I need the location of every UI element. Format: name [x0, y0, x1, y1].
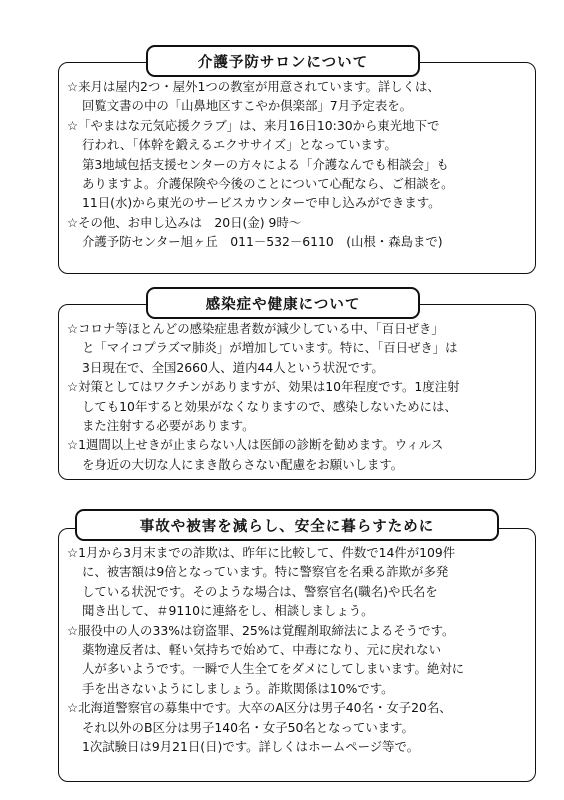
section-body-safety	[58, 528, 536, 782]
item-line: に、被害額は9倍となっています。特に警察官を名乗る詐欺が多発	[82, 564, 449, 580]
item-line: ☆1週間以上せきが止まらない人は医師の診断を勧めます。ウィルス	[67, 437, 444, 453]
list-item	[67, 543, 527, 621]
section-body-infection-health	[58, 304, 536, 480]
section-body-care-prevention	[58, 62, 536, 274]
item-line: それ以外のB区分は男子140名・女子50名となっています。	[82, 719, 414, 735]
list-item	[67, 435, 527, 474]
list-item	[67, 698, 527, 756]
list-item	[67, 621, 527, 699]
list-item	[67, 213, 527, 252]
item-line: ☆コロナ等ほとんどの感染症患者数が減少している中、「百日ぜき」	[67, 321, 444, 336]
item-line: 行われ、「体幹を鍛えるエクササイズ」となっています。	[82, 137, 397, 153]
section-title-safety: 事故や被害を減らし、安全に暮らすために	[75, 509, 499, 541]
item-line: 薬物違反者は、軽い気持ちで始めて、中毒になり、元に戻れない	[82, 642, 441, 658]
item-line: ☆1月から3月末までの詐欺は、昨年に比較して、件数で14件が109件	[67, 545, 456, 560]
item-line: ☆対策としてはワクチンがありますが、効果は10年程度です。1度注射	[67, 379, 460, 395]
list-item	[67, 319, 527, 377]
item-line: 3日現在で、全国2660人、道内44人という状況です。	[82, 359, 384, 375]
item-line: ☆北海道警察官の募集中です。大卒のA区分は男子40名・女子20名、	[67, 700, 452, 716]
item-line: 人が多いようです。一瞬で人生全てをダメにしてしまいます。絶対に	[82, 661, 465, 677]
item-line: ☆「やまはな元気応援クラブ」は、来月16日10:30から東光地下で	[67, 117, 440, 133]
item-line: ありますよ。介護保険や今後のことについて心配なら、ご相談を。	[82, 176, 454, 192]
item-line: ☆来月は屋内2つ・屋外1つの教室が用意されています。詳しくは、	[67, 79, 440, 94]
item-line: 聞き出して、＃9110に連絡をし、相談しましょう。	[82, 603, 374, 619]
item-line: を身近の大切な人にまき散らさない配慮をお願いします。	[82, 456, 404, 472]
item-line: ☆その他、お申し込みは 20日(金) 9時～	[67, 214, 302, 230]
item-line: 1次試験日は9月21日(日)です。詳しくはホームページ等で。	[82, 739, 420, 755]
item-line: 手を出さないようにしましょう。詐欺関係は10%です。	[82, 680, 394, 696]
item-line: している状況です。そのような場合は、警察官名(職名)や氏名を	[82, 583, 438, 599]
item-line: 介護予防センター旭ヶ丘 011－532－6110 (山根・森島まで)	[82, 234, 443, 250]
item-line: しても10年すると効果がなくなりますので、感染しないためには、	[82, 398, 457, 414]
item-line: 回覧文書の中の「山鼻地区すこやか倶楽部」7月予定表を。	[82, 98, 413, 114]
item-line: また注射する必要があります。	[82, 418, 255, 434]
item-line: 第3地域包括支援センターの方々による「介護なんでも相談会」も	[82, 156, 449, 172]
section-title-infection-health: 感染症や健康について	[146, 287, 420, 319]
list-item	[67, 77, 527, 116]
section-title-care-prevention: 介護予防サロンについて	[146, 45, 420, 77]
list-item	[67, 377, 527, 435]
item-line: と「マイコプラズマ肺炎」が増加しています。特に、「百日ぜき」は	[82, 340, 458, 356]
list-item	[67, 116, 527, 213]
item-line: ☆服役中の人の33%は窃盗罪、25%は覚醒剤取締法によるそうです。	[67, 622, 455, 638]
item-line: 11日(水)から東光のサービスカウンターで申し込みができます。	[82, 195, 441, 211]
